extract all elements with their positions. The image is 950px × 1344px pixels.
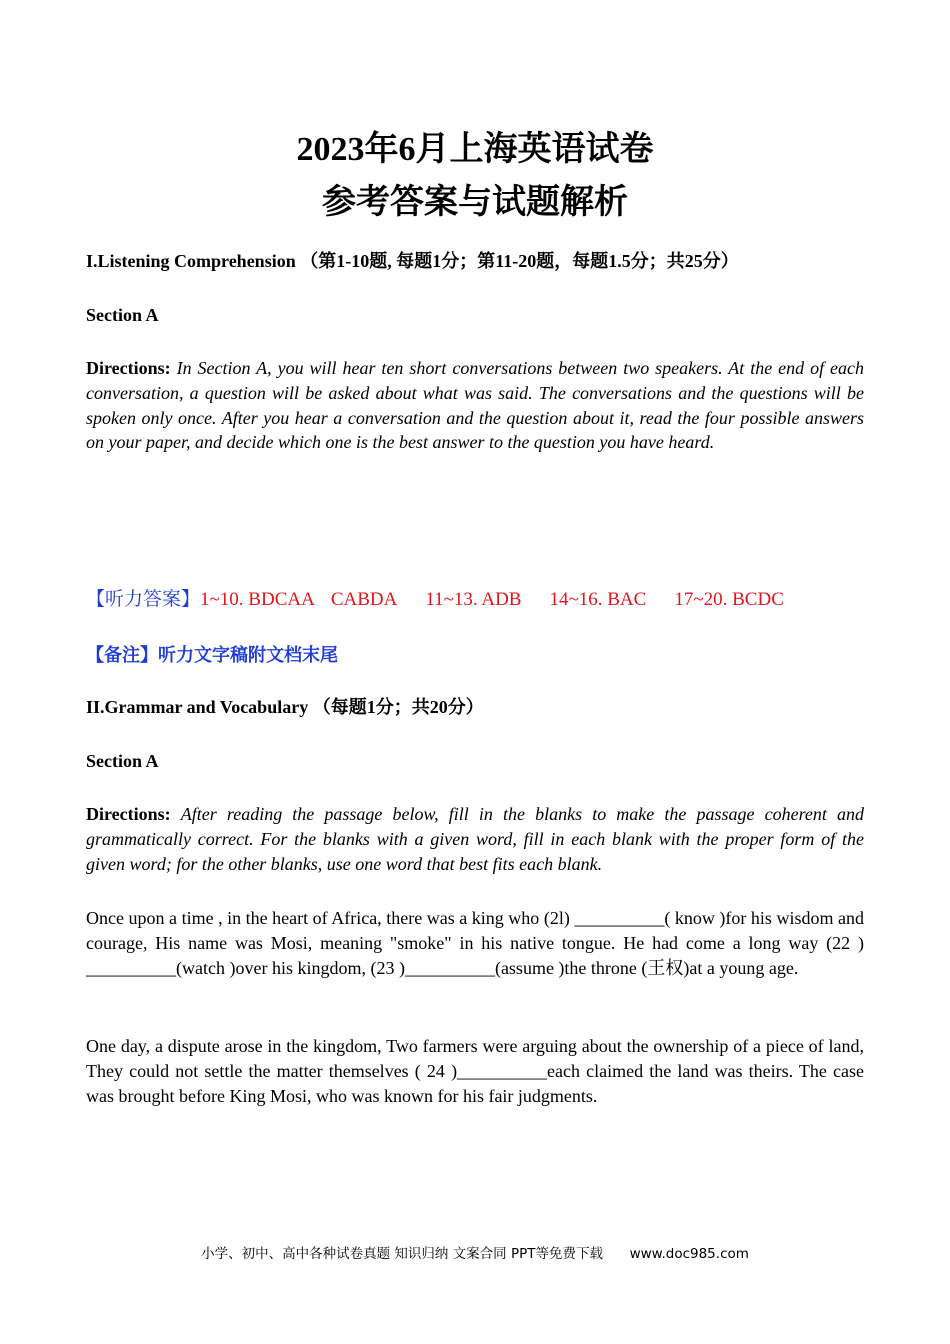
part1-section-label: Section A (86, 305, 159, 325)
listening-note: 【备注】听力文字稿附文档末尾 (86, 645, 338, 665)
answers-label: 【听力答案】 (86, 589, 201, 610)
part1-heading: I.Listening Comprehension (86, 251, 296, 271)
answer-group: 17~20. BCDC (674, 589, 784, 610)
answer-group: 14~16. BAC (549, 589, 647, 610)
part1-directions (86, 356, 864, 455)
page-title: 2023年6月上海英语试卷 (296, 131, 654, 168)
part2-section-label: Section A (86, 751, 159, 771)
part2-heading: II.Grammar and Vocabulary (86, 697, 309, 717)
part1-directions-label: Directions: (86, 358, 171, 378)
part1-heading-line (86, 249, 864, 274)
part2-directions-text: After reading the passage below, fill in the blanks to make the passage coherent and grammatically correct. For the blanks with a given word, fill in each blank with the proper form of the given word; for the other blanks, use one word that best fits each blank. (86, 804, 864, 874)
passage-paragraph-1: Once upon a time , in the heart of Africa, there was a king who (2l) __________( know )for his wisdom and courage, His name was Mosi, meaning "smoke" in his native tongue. He had come a long way (22 ) __________(watch )over his kingdom, (23 )__________(assume )the throne (王权)at a young age. (86, 908, 864, 978)
part2-heading-line (86, 695, 864, 720)
answer-group: 11~13. ADB (425, 589, 522, 610)
part2-scoring: （每题1分；共20分） (312, 697, 484, 717)
footer-text: 小学、初中、高中各种试卷真题 知识归纳 文案合同 PPT等免费下载 (201, 1246, 603, 1262)
listening-answers (86, 588, 864, 613)
part1-directions-text: In Section A, you will hear ten short conversations between two speakers. At the end of each conversation, a question will be asked about what was said. The conversations and the questions will be spoken only once. After you hear a conversation and the question about it, read the four possible answers on your paper, and decide which one is the best answer to the question you have heard. (86, 358, 865, 453)
page-footer (0, 1244, 950, 1264)
page-subtitle: 参考答案与试题解析 (322, 184, 628, 221)
passage-paragraph-2: One day, a dispute arose in the kingdom, Two farmers were arguing about the ownership of a piece of land, They could not settle the matter themselves ( 24 )__________each claimed the land was theirs. The case was brought before King Mosi, who was known for his fair judgments. (86, 1036, 864, 1106)
part2-directions (86, 802, 864, 876)
answer-group: CABDA (330, 589, 398, 610)
part2-directions-label: Directions: (86, 804, 171, 824)
footer-url[interactable]: www.doc985.com (629, 1246, 749, 1262)
part1-scoring: （第1-10题, 每题1分；第11-20题，每题1.5分；共25分） (300, 251, 739, 271)
answer-group: 1~10. BDCAA (200, 589, 315, 610)
